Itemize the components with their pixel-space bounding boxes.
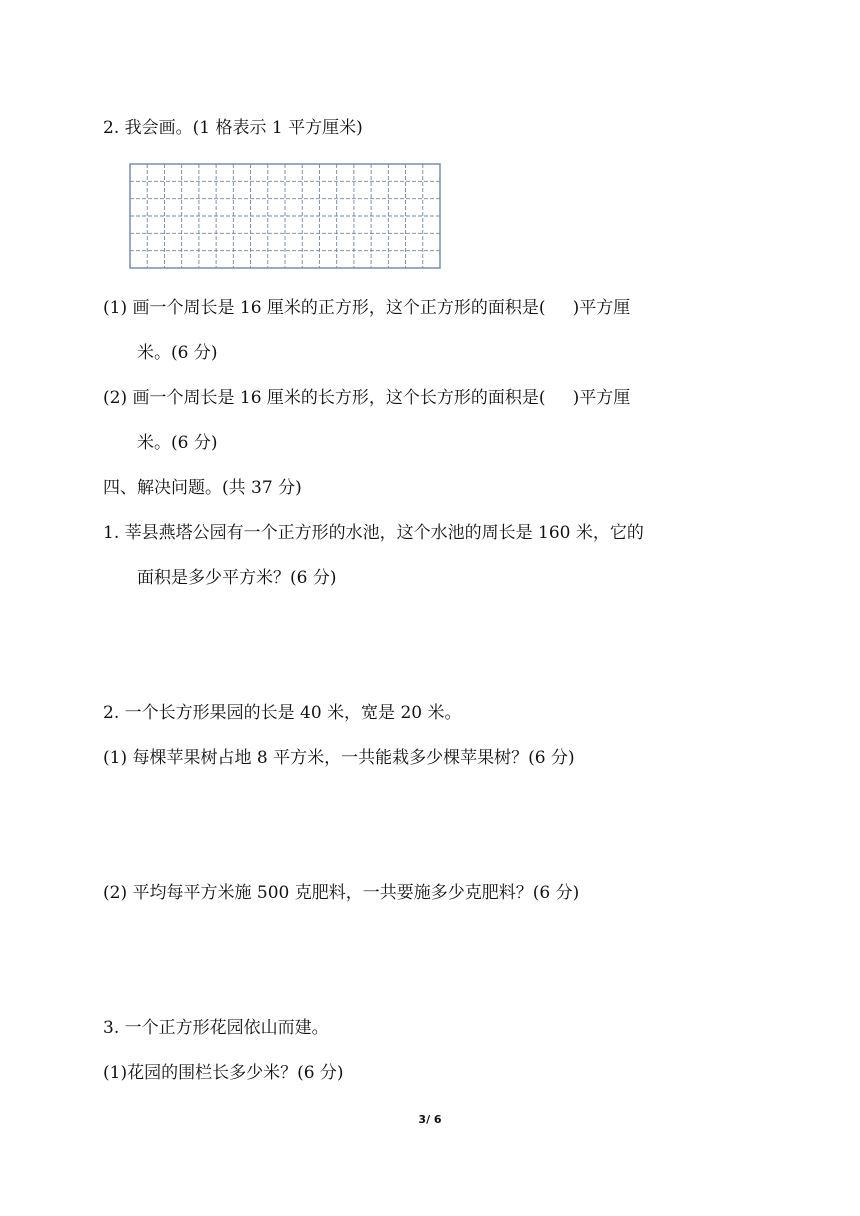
grid-canvas — [129, 163, 441, 269]
problem-3-heading: 3. 一个正方形花园依山而建。 — [103, 1018, 329, 1038]
page-number: 3/ 6 — [418, 1113, 442, 1126]
problem-1-line2: 面积是多少平方米？(6 分) — [137, 568, 337, 588]
question-2-2-line2: 米。(6 分) — [137, 433, 218, 453]
problem-2-1: (1) 每棵苹果树占地 8 平方米，一共能栽多少棵苹果树？(6 分) — [103, 748, 575, 768]
square-grid — [129, 163, 441, 269]
question-2-1-line1: (1) 画一个周长是 16 厘米的正方形，这个正方形的面积是( )平方厘 — [103, 298, 631, 318]
problem-2-2: (2) 平均每平方米施 500 克肥料，一共要施多少克肥料？(6 分) — [103, 883, 580, 903]
question-2-heading: 2. 我会画。(1 格表示 1 平方厘米) — [103, 118, 363, 138]
question-2-2-line1: (2) 画一个周长是 16 厘米的长方形，这个长方形的面积是( )平方厘 — [103, 388, 631, 408]
problem-3-1: (1)花园的围栏长多少米？(6 分) — [103, 1063, 344, 1083]
question-2-1-line2: 米。(6 分) — [137, 343, 218, 363]
problem-2-heading: 2. 一个长方形果园的长是 40 米，宽是 20 米。 — [103, 703, 462, 723]
problem-1-line1: 1. 莘县燕塔公园有一个正方形的水池，这个水池的周长是 160 米，它的 — [103, 523, 644, 543]
section-4-heading: 四、解决问题。(共 37 分) — [103, 478, 302, 498]
